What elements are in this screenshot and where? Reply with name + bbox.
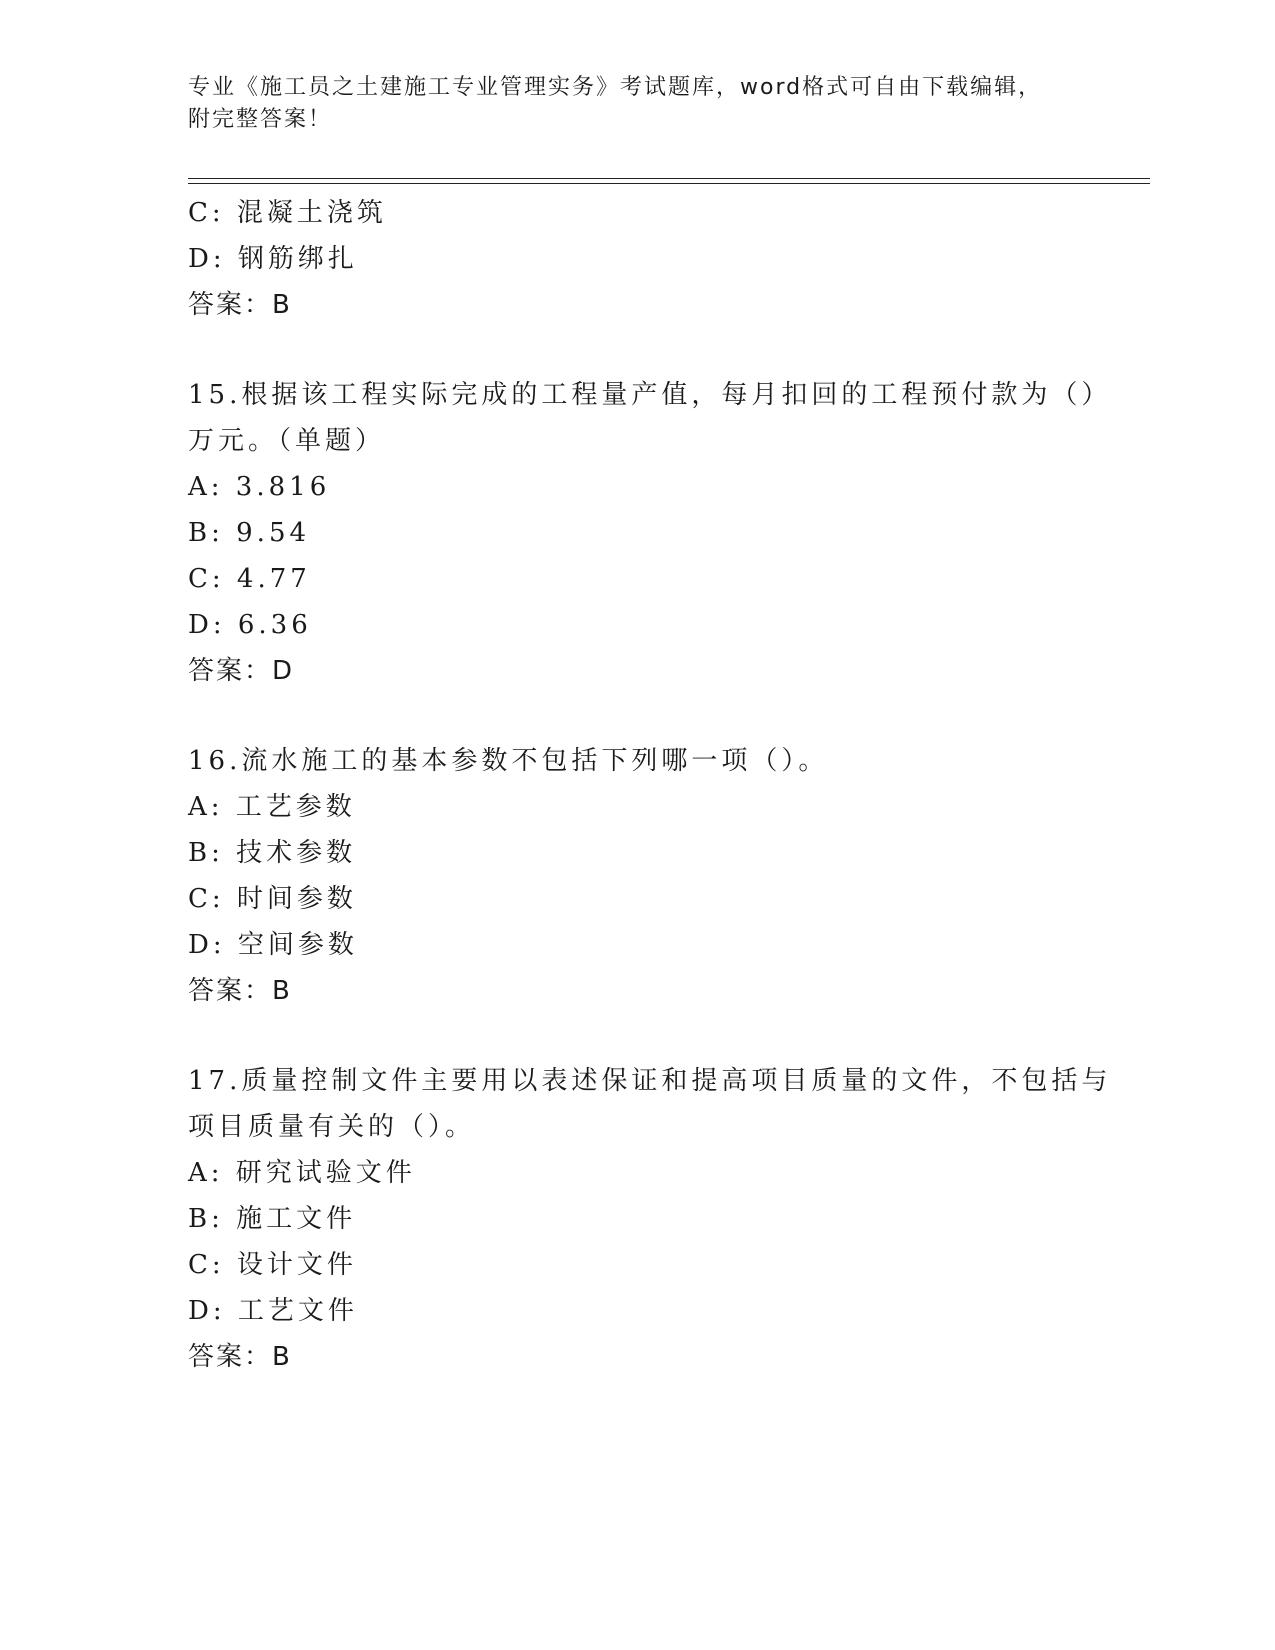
question-15-block	[188, 372, 1112, 694]
spacer	[188, 694, 1088, 738]
option-b: B: 9.54	[188, 518, 311, 548]
option-c: C: 4.77	[188, 564, 311, 594]
option-b: B: 技术参数	[188, 838, 357, 868]
question-content	[188, 190, 1112, 1380]
option-b: B: 施工文件	[188, 1204, 357, 1234]
option-a: A: 3.816	[188, 472, 331, 502]
option-a: A: 研究试验文件	[188, 1158, 416, 1188]
header-line-2: 附完整答案！	[188, 107, 333, 132]
option-c: C: 设计文件	[188, 1250, 357, 1280]
spacer	[188, 328, 1088, 372]
answer-line: 答案：D	[188, 656, 295, 686]
answer-line: 答案：B	[188, 1342, 292, 1372]
question-16-block	[188, 738, 1088, 1014]
option-d: D: 6.36	[188, 610, 312, 640]
question-stem: 16.流水施工的基本参数不包括下列哪一项（）。	[188, 746, 829, 776]
option-a: A: 工艺参数	[188, 792, 356, 822]
header-divider-bottom	[188, 183, 1150, 184]
question-stem-continued: 万元。（单题）	[188, 426, 386, 456]
prev-question-block	[188, 190, 1088, 328]
header-line-1: 专业《施工员之土建施工专业管理实务》考试题库，word格式可自由下载编辑，	[188, 75, 1043, 100]
option-d: D: 工艺文件	[188, 1296, 358, 1326]
document-header	[188, 72, 1068, 136]
option-d: D: 空间参数	[188, 930, 358, 960]
answer-line: 答案：B	[188, 976, 292, 1006]
question-stem-continued: 项目质量有关的（）。	[188, 1112, 476, 1142]
option-d: D: 钢筋绑扎	[188, 244, 358, 274]
spacer	[188, 1014, 1088, 1058]
answer-line: 答案：B	[188, 290, 292, 320]
header-divider-top	[188, 178, 1150, 179]
question-stem: 17.质量控制文件主要用以表述保证和提高项目质量的文件，不包括与	[188, 1066, 1112, 1096]
question-stem: 15.根据该工程实际完成的工程量产值，每月扣回的工程预付款为（）	[188, 380, 1112, 410]
question-17-block	[188, 1058, 1112, 1380]
option-c: C: 时间参数	[188, 884, 357, 914]
option-c: C: 混凝土浇筑	[188, 198, 387, 228]
